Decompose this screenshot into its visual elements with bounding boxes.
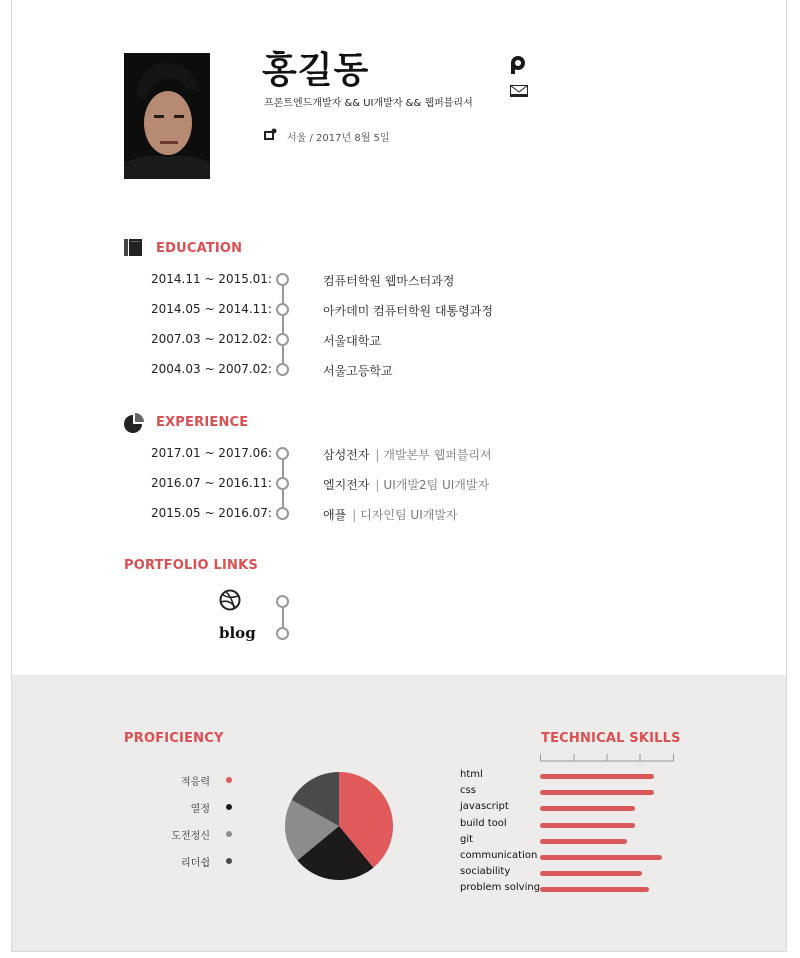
- location-date: 서울 / 2017년 8월 5일: [287, 133, 390, 144]
- timeline-node: [276, 595, 289, 608]
- skill-label: problem solving: [460, 882, 541, 894]
- proficiency-title: PROFICIENCY: [124, 731, 224, 746]
- skill-label: javascript: [460, 801, 509, 813]
- calendar-icon: [263, 127, 277, 146]
- proficiency-label: 열정: [190, 804, 210, 815]
- education-item: 서울대학교: [323, 334, 381, 348]
- experience-date: 2016.07 ~ 2016.11:: [151, 476, 272, 490]
- skill-label: build tool: [460, 817, 507, 829]
- experience-item: [323, 446, 492, 463]
- legend-dot: [226, 858, 232, 864]
- education-timeline: [282, 280, 284, 371]
- skill-bar: [540, 871, 642, 876]
- technical-skills-title: TECHNICAL SKILLS: [541, 731, 681, 746]
- skill-bar: [540, 823, 635, 828]
- experience-item: [323, 476, 489, 493]
- dribbble-icon[interactable]: [219, 589, 241, 615]
- separator: |: [375, 478, 380, 492]
- education-item: 아카데미 컴퓨터학원 대통령과정: [323, 304, 493, 318]
- education-date: 2014.11 ~ 2015.01:: [151, 272, 272, 286]
- separator: |: [375, 448, 380, 462]
- experience-date: 2015.05 ~ 2016.07:: [151, 506, 272, 520]
- timeline-node: [276, 627, 289, 640]
- skill-bar: [540, 790, 654, 795]
- skills-section: [12, 675, 786, 951]
- profile-role: 프론트엔드개발자 && UI개발자 && 웹퍼블리셔: [264, 98, 473, 109]
- skill-bar: [540, 806, 635, 811]
- skill-label: communication: [460, 850, 538, 861]
- proficiency-label: 리더쉽: [181, 858, 210, 869]
- education-date: 2004.03 ~ 2007.02:: [151, 362, 272, 376]
- skill-label: html: [460, 769, 483, 780]
- skill-label: css: [460, 785, 476, 797]
- timeline-node: [276, 333, 289, 346]
- book-icon: [124, 239, 144, 260]
- timeline-node: [276, 363, 289, 376]
- education-date: 2014.05 ~ 2014.11:: [151, 302, 272, 316]
- skill-label: sociability: [460, 866, 511, 878]
- education-date: 2007.03 ~ 2012.02:: [151, 332, 272, 346]
- timeline-node: [276, 477, 289, 490]
- blog-link[interactable]: blog: [219, 624, 256, 642]
- company-name: 애플: [323, 508, 347, 522]
- skills-scale: [540, 754, 676, 762]
- mail-icon[interactable]: [510, 82, 528, 101]
- portfolio-title: PORTFOLIO LINKS: [124, 558, 258, 573]
- blog-p-icon[interactable]: [508, 55, 528, 79]
- timeline-node: [276, 447, 289, 460]
- skill-bar: [540, 774, 654, 779]
- education-title: EDUCATION: [156, 241, 243, 256]
- profile-name: 홍길동: [262, 50, 370, 91]
- timeline-node: [276, 507, 289, 520]
- profile-photo: [124, 53, 210, 179]
- legend-dot: [226, 777, 232, 783]
- skill-bar: [540, 887, 649, 892]
- legend-dot: [226, 804, 232, 810]
- skill-bar: [540, 839, 627, 844]
- job-detail: 디자인팀 UI개발자: [360, 508, 458, 522]
- experience-date: 2017.01 ~ 2017.06:: [151, 446, 272, 460]
- skill-label: git: [460, 833, 474, 845]
- job-detail: UI개발2팀 UI개발자: [383, 478, 490, 492]
- skill-bar: [540, 855, 662, 860]
- education-item: 컴퓨터학원 웹마스터과정: [323, 274, 455, 288]
- separator: |: [352, 508, 357, 522]
- job-detail: 개발본부 웹퍼블리셔: [383, 448, 492, 462]
- education-item: 서울고등학교: [323, 364, 393, 378]
- pie-chart-icon: [124, 413, 144, 437]
- proficiency-label: 적응력: [181, 777, 210, 788]
- legend-dot: [226, 831, 232, 837]
- experience-item: [323, 506, 458, 523]
- timeline-node: [276, 303, 289, 316]
- company-name: 엘지전자: [323, 478, 370, 492]
- experience-title: EXPERIENCE: [156, 415, 249, 430]
- company-name: 삼성전자: [323, 448, 370, 462]
- proficiency-label: 도전정신: [171, 831, 210, 842]
- proficiency-pie-chart: [285, 772, 393, 880]
- timeline-node: [276, 273, 289, 286]
